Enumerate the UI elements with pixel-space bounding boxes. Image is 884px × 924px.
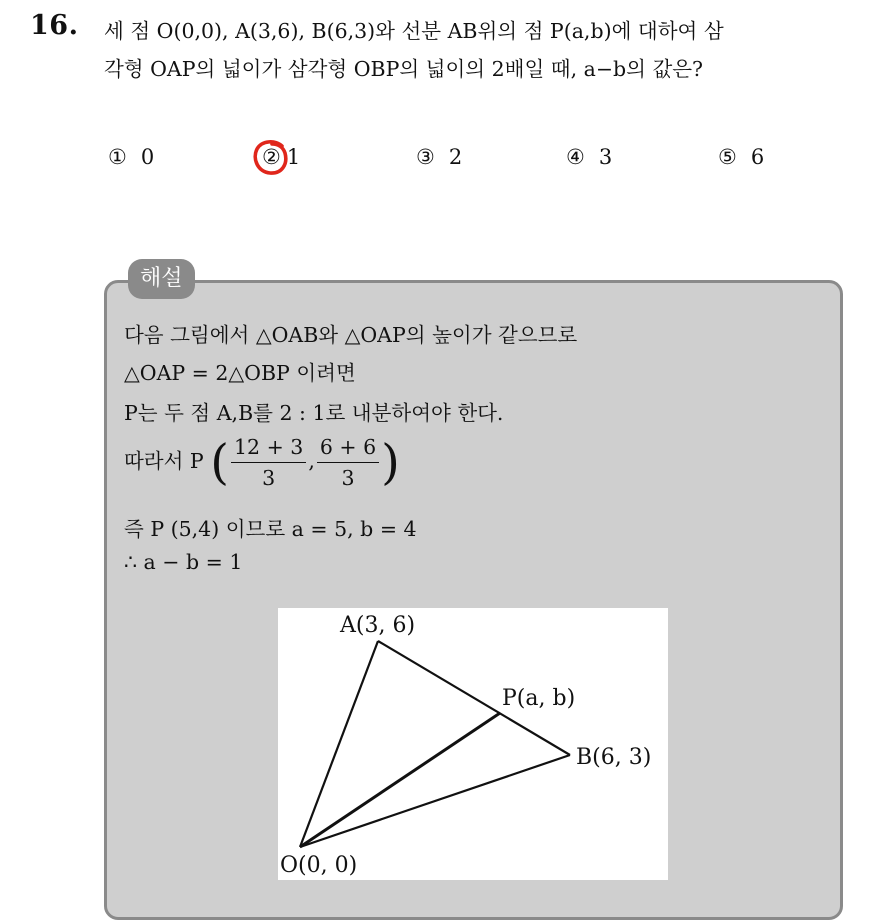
fraction-x-numerator: 12 + 3 xyxy=(231,432,306,463)
question-number: 16. xyxy=(30,10,79,41)
solution-line-6: ∴ a − b = 1 xyxy=(124,550,243,574)
solution-tag: 해설 xyxy=(128,259,195,299)
choice-value: 3 xyxy=(598,145,613,169)
choice-3[interactable] xyxy=(416,145,462,169)
solution-line-4: 따라서 P ( $\frac{12 + 3}{3}$ , $\frac{6 + 6}{3}$ ) xyxy=(124,432,400,493)
fraction-y-denominator: 3 xyxy=(341,466,355,490)
solution-line-2: △OAP = 2△OBP 이려면 xyxy=(124,361,356,385)
label-P: P(a, b) xyxy=(502,686,576,711)
choice-value: 0 xyxy=(140,145,155,169)
choice-value: 1 xyxy=(286,145,301,169)
question-text-line-2: 각형 OAP의 넓이가 삼각형 OBP의 넓이의 2배일 때, a−b의 값은? xyxy=(104,57,704,81)
segment-OB xyxy=(300,755,570,847)
right-paren: ) xyxy=(381,434,400,491)
choice-number: ① xyxy=(108,145,127,169)
fraction-x-denominator: 3 xyxy=(262,466,276,490)
label-O: O(0, 0) xyxy=(280,853,358,878)
choice-1[interactable] xyxy=(108,145,154,169)
choice-number: ③ xyxy=(416,145,435,169)
question-text-line-1: 세 점 O(0,0), A(3,6), B(6,3)와 선분 AB위의 점 P(a,b)에 대하여 삼 xyxy=(104,19,724,43)
choice-number: ② xyxy=(262,145,281,169)
answer-mark-circle-icon xyxy=(252,138,290,176)
choice-value: 6 xyxy=(750,145,765,169)
triangle-diagram xyxy=(278,608,668,880)
fraction-y xyxy=(317,432,379,493)
solution-line-4-prefix: 따라서 P xyxy=(124,449,204,473)
fraction-x xyxy=(231,432,306,493)
label-A: A(3, 6) xyxy=(340,613,416,638)
choice-value: 2 xyxy=(448,145,463,169)
solution-line-3: P는 두 점 A,B를 2 : 1로 내분하여야 한다. xyxy=(124,401,504,425)
choice-5[interactable] xyxy=(718,145,764,169)
left-paren: ( xyxy=(210,434,229,491)
segment-OP xyxy=(300,713,500,847)
choice-number: ④ xyxy=(566,145,585,169)
solution-line-1: 다음 그림에서 △OAB와 △OAP의 높이가 같으므로 xyxy=(124,323,578,347)
solution-line-5: 즉 P (5,4) 이므로 a = 5, b = 4 xyxy=(124,517,417,541)
label-B: B(6, 3) xyxy=(576,745,652,770)
choice-number: ⑤ xyxy=(718,145,737,169)
segment-OA xyxy=(300,641,378,847)
fraction-y-numerator: 6 + 6 xyxy=(317,432,379,463)
choice-4[interactable] xyxy=(566,145,612,169)
triangle-figure xyxy=(278,608,668,880)
